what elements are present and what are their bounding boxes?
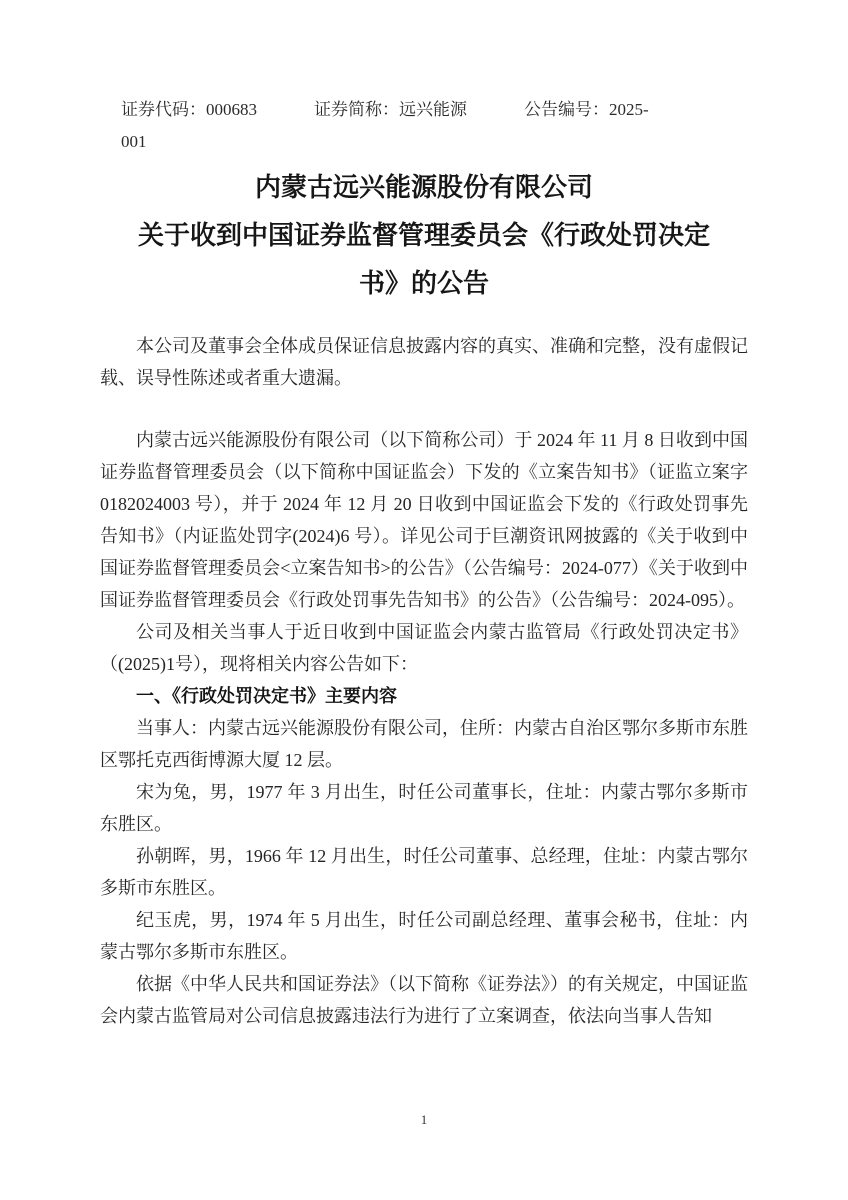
title-line-company: 内蒙古远兴能源股份有限公司 <box>254 173 593 202</box>
disclaimer-paragraph: 本公司及董事会全体成员保证信息披露内容的真实、准确和完整，没有虚假记载、误导性陈述或者重大遗漏。 <box>100 336 748 388</box>
party-song-weitu-paragraph: 宋为兔，男，1977 年 3 月出生，时任公司董事长，住址：内蒙古鄂尔多斯市东胜区。 <box>100 782 748 834</box>
case-background-paragraph: 内蒙古远兴能源股份有限公司（以下简称公司）于 2024 年 11 月 8 日收到中国证券监督管理委员会（以下简称中国证监会）下发的《立案告知书》（证监立案字 0182024003 号），并于 2024 年 12 月 20 日收到中国证监会下发的《行政处罚事先告知书》（内证监处罚字(2024)6 号）。详见公司于巨潮资讯网披露的《关于收到中国证券监督管理委员会<立案告知书>的公告》（公告编号：2024-077）《关于收到中国证券监督管理委员会《行政处罚事先告知书》的公告》（公告编号：2024-095）。 <box>100 430 748 610</box>
document-header <box>100 94 748 158</box>
stock-code-label: 证券代码：000683 <box>121 100 257 119</box>
party-ji-yuhu-paragraph: 纪玉虎，男，1974 年 5 月出生，时任公司副总经理、董事会秘书，住址：内蒙古鄂尔多斯市东胜区。 <box>100 910 748 962</box>
header-row <box>100 94 748 126</box>
title-line-subject-wrap: 书》的公告 <box>358 269 489 298</box>
party-sun-zhaohui-paragraph: 孙朝晖，男，1966 年 12 月出生，时任公司董事、总经理，住址：内蒙古鄂尔多斯市东胜区。 <box>100 846 748 898</box>
title-line-subject: 关于收到中国证券监督管理委员会《行政处罚决定 <box>137 221 710 250</box>
section-heading-decision-content: 一、《行政处罚决定书》主要内容 <box>136 686 397 706</box>
document-title <box>100 164 748 308</box>
stock-name-label: 证券简称：远兴能源 <box>314 100 467 119</box>
legal-basis-paragraph: 依据《中华人民共和国证券法》（以下简称《证券法》）的有关规定，中国证监会内蒙古监管局对公司信息披露违法行为进行了立案调查，依法向当事人告知 <box>100 974 748 1026</box>
document-body <box>100 330 748 1032</box>
decision-received-paragraph: 公司及相关当事人于近日收到中国证监会内蒙古监管局《行政处罚决定书》（(2025)1号），现将相关内容公告如下： <box>100 622 748 674</box>
page-number: 1 <box>420 1112 428 1127</box>
announcement-number-label: 公告编号：2025- <box>524 100 649 119</box>
announcement-number-overflow: 001 <box>121 132 147 151</box>
party-company-paragraph: 当事人：内蒙古远兴能源股份有限公司，住所：内蒙古自治区鄂尔多斯市东胜区鄂托克西街博源大厦 12 层。 <box>100 718 748 770</box>
